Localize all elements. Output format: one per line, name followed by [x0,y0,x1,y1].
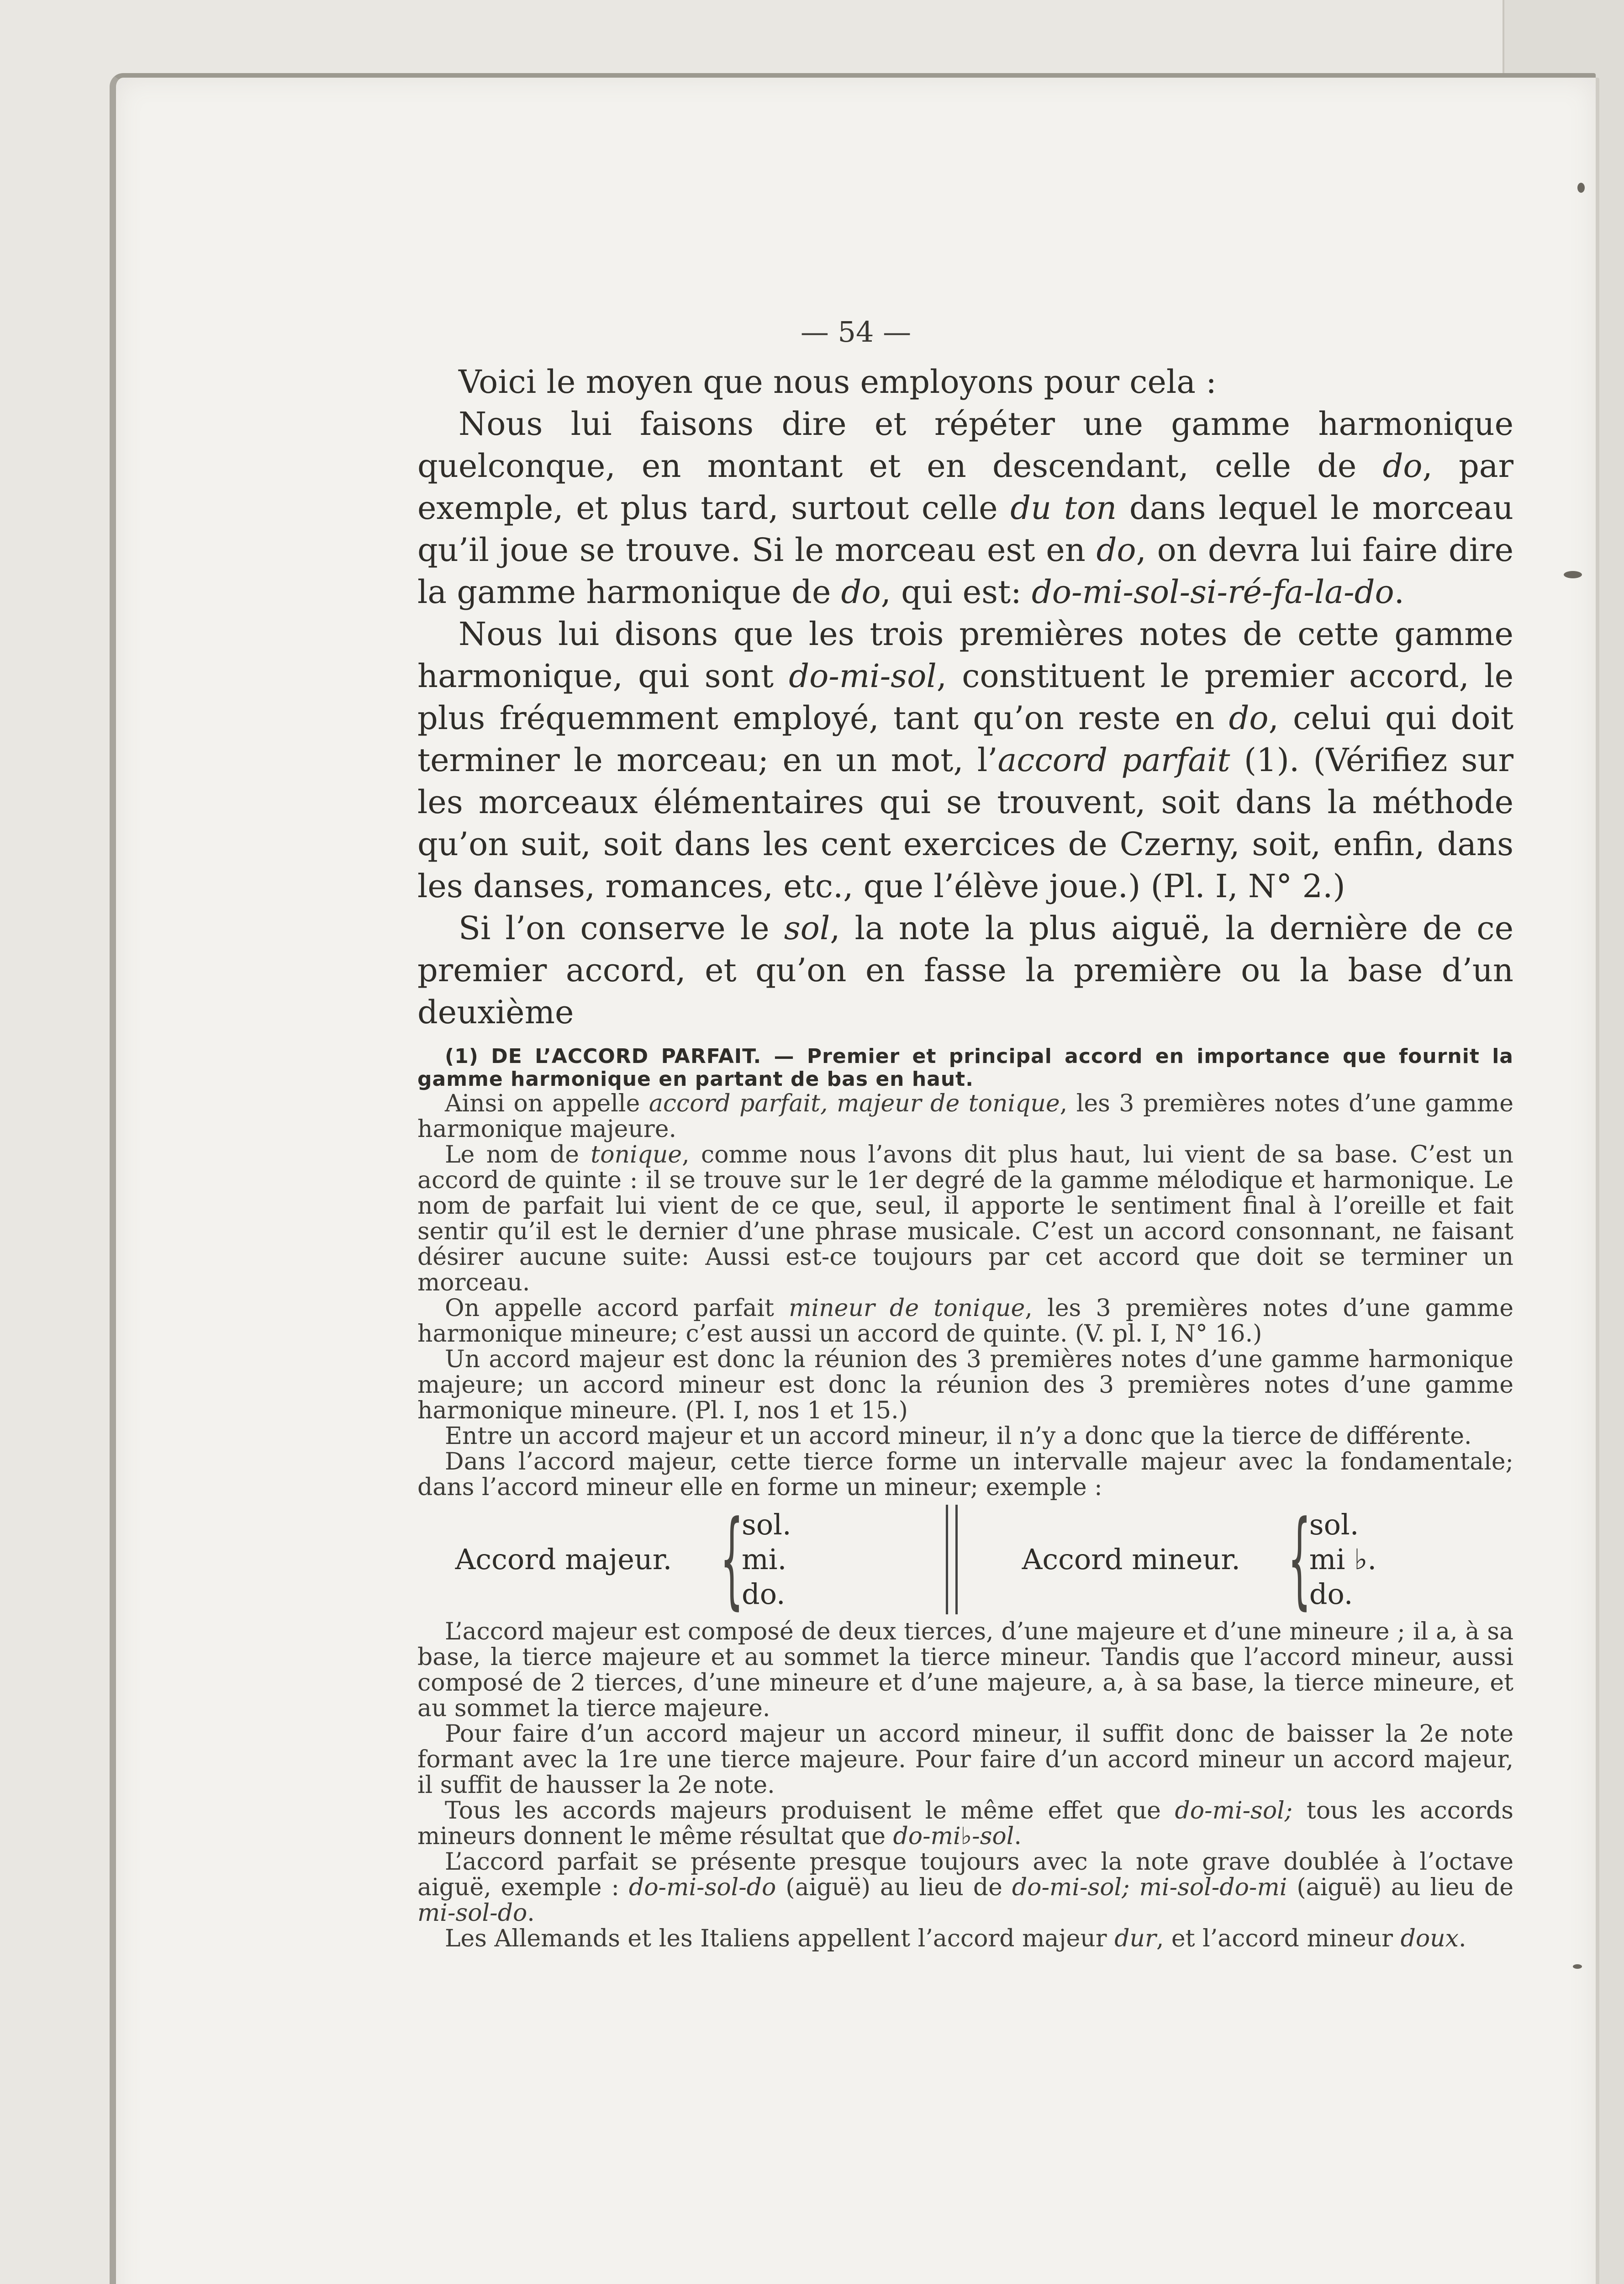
italic-text: accord parfait, majeur de tonique [649,1090,1060,1117]
italic-text: do-mi-sol [789,657,937,695]
footnote-heading: (1) DE L’ACCORD PARFAIT. — Premier et principal accord en importance que fournit la gamme harmonique en partant de bas en haut. [417,1045,1513,1091]
text-segment: dans lequel le morceau qu’il joue se trouve. Si le morceau est en [417,489,1514,569]
text-segment: , la note la plus aiguë, la dernière de ce premier accord, et qu’on en fasse la première ou la base d’un deuxième [417,909,1513,1031]
text-segment: , les 3 premières notes d’une gamme harmonique majeure. [417,1090,1514,1143]
italic-text: do [841,573,881,611]
paper-speck [1573,1964,1582,1969]
text-segment: Si l’on conserve le [459,909,784,947]
footnote-paragraphs-after [417,1619,1513,1951]
footnote-paragraph [417,1091,1513,1142]
major-chord-notes [742,1507,791,1612]
minor-chord [985,1498,1513,1620]
footnote-paragraph [417,1849,1513,1926]
italic-text: mi-sol-do [417,1899,527,1927]
text-segment: (aiguë) au lieu de [1287,1874,1514,1901]
double-bar-divider [946,1505,958,1614]
footnote-paragraph [417,1798,1513,1849]
footnote-paragraph [417,1423,1513,1449]
text-segment: L’accord parfait se présente presque toujours avec la note grave doublée à l’octave aiguë, exemple : [417,1848,1513,1901]
text-segment: tous les accords mineurs donnent le même résultat que [417,1797,1513,1850]
text-segment: (1). (Vérifiez sur les morceaux élémentaires qui se trouvent, soit dans la méthode qu’on suit, soit dans les cent exercices de Czerny, soit, enfin, dans les danses, romances, etc., que l’élève joue.) (Pl. I, N° 2.) [417,741,1513,905]
italic-text: do-mi-sol-si-ré-fa-la-do [1031,573,1394,611]
footnote-paragraph [417,1449,1513,1500]
text-segment: Dans l’accord majeur, cette tierce forme un intervalle majeur avec la fondamentale; dans l’accord mineur elle en forme un mineur; exemple : [417,1448,1513,1501]
page-content [417,361,1513,1951]
text-segment: Nous lui disons que les trois premières notes de cette gamme harmonique, qui sont [417,615,1513,695]
footnote-paragraph [417,1926,1513,1951]
paper-speck [1564,571,1582,578]
footnote-paragraph [417,1347,1513,1423]
chord-note: mi. [742,1543,787,1576]
brace-icon: { [1287,1498,1311,1620]
text-segment: . [527,1899,535,1927]
text-segment: Les Allemands et les Italiens appellent l’accord majeur [445,1925,1115,1952]
italic-text: do-mi-sol; mi-sol-do-mi [1012,1874,1287,1901]
chord-note: do. [742,1577,786,1611]
text-segment: Tous les accords majeurs produisent le même effet que [445,1797,1175,1824]
book-page [110,73,1596,2284]
text-segment: Ainsi on appelle [445,1090,649,1117]
footnote-paragraph [417,1295,1513,1347]
italic-text: do [1229,699,1269,737]
text-segment: Voici le moyen que nous employons pour cela : [459,363,1217,401]
chord-note: sol. [742,1508,791,1541]
paper-speck [1577,183,1585,193]
body-paragraph [417,613,1513,907]
italic-text: do-mi-sol-do [628,1874,776,1901]
page-number: — 54 — [800,315,912,349]
text-segment: Pour faire d’un accord majeur un accord mineur, il suffit donc de baisser la 2e note formant avec la 1re une tierce majeure. Pour faire d’un accord mineur un accord majeur, il suffit de hausser la 2e note. [417,1720,1513,1799]
footnote-paragraph [417,1142,1513,1295]
text-segment: . [1458,1925,1466,1952]
text-segment: Le nom de [445,1141,591,1168]
italic-text: doux [1400,1925,1459,1952]
minor-chord-label: Accord mineur. [1022,1543,1240,1576]
text-segment: L’accord majeur est composé de deux tierces, d’une majeure et d’une mineure ; il a, à sa base, la tierce majeure et au sommet la tierce mineur. Tandis que l’accord mineur, aussi composé de 2 tierces, d’une mineure et d’une majeure, a, à sa base, la tierce mineure, et au sommet la tierce majeure. [417,1618,1513,1722]
text-segment: , celui qui doit terminer le morceau; en un mot, l’ [417,699,1513,779]
text-segment: , les 3 premières notes d’une gamme harmonique mineure; c’est aussi un accord de quinte. (V. pl. I, N° 16.) [417,1295,1513,1348]
text-segment: , comme nous l’avons dit plus haut, lui vient de sa base. C’est un accord de quinte : il se trouve sur le 1er degré de la gamme mélodique et harmonique. Le nom de parfait lui vient de ce que, seul, il apporte le sentiment final à l’oreille et fait sentir qu’il est le dernier d’une phrase musicale. C’est un accord consonnant, ne faisant désirer aucune suite: Aussi est-ce toujours par cet accord que doit se terminer un morceau. [417,1141,1513,1296]
text-segment: , par exemple, et plus tard, surtout celle [417,447,1513,527]
body-paragraph [417,907,1513,1033]
chord-note: sol. [1309,1508,1359,1541]
major-chord-label: Accord majeur. [455,1543,672,1576]
chord-note: mi ♭. [1309,1543,1377,1576]
footnote-paragraph [417,1619,1513,1721]
text-segment: , constituent le premier accord, le plus fréquemment employé, tant qu’on reste en [417,657,1513,737]
body-text [417,361,1513,1033]
footnote-paragraphs-before [417,1091,1513,1500]
footnote [417,1045,1513,1951]
chord-note: do. [1309,1577,1353,1611]
text-segment: , on devra lui faire dire la gamme harmonique de [417,531,1513,611]
text-segment: Entre un accord majeur et un accord mineur, il n’y a donc que la tierce de différente. [445,1422,1472,1450]
text-segment: Un accord majeur est donc la réunion des 3 premières notes d’une gamme harmonique majeure; un accord mineur est donc la réunion des 3 premières notes d’une gamme harmonique mineure. (Pl. I, nos 1 et 15.) [417,1346,1513,1424]
italic-text: sol [784,909,830,947]
italic-text: mineur de tonique [789,1295,1025,1322]
body-paragraph [417,361,1513,403]
italic-text: du ton [1010,489,1117,527]
text-segment: , qui est: [881,573,1032,611]
italic-text: do-mi-sol; [1175,1797,1293,1824]
text-segment: . [1394,573,1404,611]
body-paragraph [417,403,1513,613]
italic-text: accord parfait [997,741,1230,779]
italic-text: tonique [591,1141,682,1168]
text-segment: , et l’accord mineur [1156,1925,1401,1952]
major-chord [417,1498,946,1620]
text-segment: . [1014,1823,1022,1850]
brace-icon: { [720,1498,743,1620]
text-segment: On appelle accord parfait [445,1295,789,1322]
italic-text: do-mi♭-sol [893,1823,1014,1850]
text-segment: (aiguë) au lieu de [776,1874,1012,1901]
italic-text: do [1382,447,1423,485]
footnote-paragraph [417,1721,1513,1798]
italic-text: dur [1114,1925,1156,1952]
chord-example [417,1498,1513,1620]
minor-chord-notes [1309,1507,1376,1612]
italic-text: do [1096,531,1136,569]
text-segment: Nous lui faisons dire et répéter une gamme harmonique quelconque, en montant et en descendant, celle de [417,405,1513,485]
